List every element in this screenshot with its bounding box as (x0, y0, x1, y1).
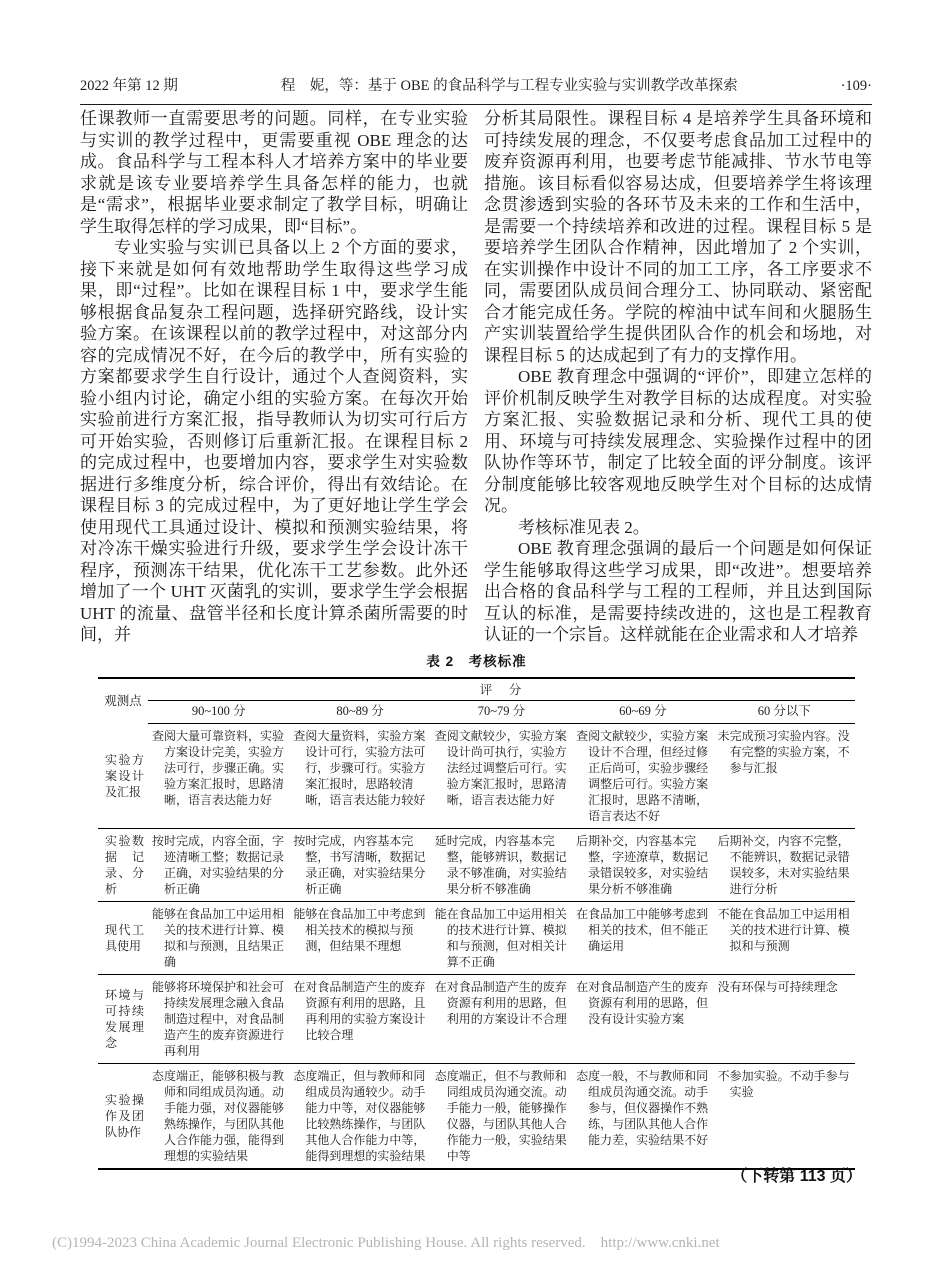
right-column (484, 108, 872, 650)
paragraph: 任课教师一直需要思考的问题。同样，在专业实验与实训的教学过程中，更需要重视 OBE 理念的达成。食品科学与工程本科人才培养方案中的毕业要求就是该专业要培养学生具备怎样的能力，也就是“需求”，根据毕业要求制定了教学目标，明确让学生取得怎样的学习成果，即“目标”。 (80, 109, 468, 236)
assessment-table-block (98, 650, 855, 1170)
table-header-row (98, 678, 855, 701)
table-cell: 态度端正，但不与教师和同组成员沟通交流。动手能力一般，能够操作仪器，与团队其他人合作能力一般，实验结果中等 (431, 1064, 572, 1170)
table-cell: 在食品加工中能够考虑到相关的技术，但不能正确运用 (572, 902, 713, 975)
issue-label: 2022 年第 12 期 (80, 78, 178, 94)
table-cell: 能够在食品加工中运用相关的技术进行计算、模拟和与预测，且结果正确 (148, 902, 289, 975)
paragraph: 分析其局限性。课程目标 4 是培养学生具备环境和可持续发展的理念，不仅要考虑食品加工过程中的废弃资源再利用，也要考虑节能减排、节水节电等措施。该目标看似容易达成，但要培养学生将该理念贯渗透到实验的各环节及未来的工作和生活中，是需要一个持续培养和改进的过程。课程目标 5 是要培养学生团队合作精神，因此增加了 2 个实训，在实训操作中设计不同的加工工序，各工序要求不同，需要团队成员间合理分工、协同联动、紧密配合才能完成任务。学院的榨油中试车间和火腿肠生产实训装置给学生提供团队合作的机会和场地，对课程目标 5 的达成起到了有力的支撑作用。 (484, 109, 872, 365)
row-label: 实验数据记录、分析 (98, 829, 148, 902)
table-cell: 按时完成，内容全面，字迹清晰工整；数据记录正确，对实验结果的分析正确 (148, 829, 289, 902)
paragraph: 专业实验与实训已具备以上 2 个方面的要求，接下来就是如何有效地帮助学生取得这些学习成果，即“过程”。比如在课程目标 1 中，要求学生能够根据食品复杂工程问题，选择研究路线，设计实验方案。在该课程以前的教学过程中，对这部分内容的完成情况不好，在今后的教学中，所有实验的方案都要求学生自行设计，通过个人查阅资料，实验小组内讨论，确定小组的实验方案。在每次开始实验前进行方案汇报，指导教师认为切实可行后方可开始实验，否则修订后重新汇报。在课程目标 2 的完成过程中，也要增加内容，要求学生对实验数据进行多维度分析，综合评价，得出有效结论。在课程目标 3 的完成过程中，为了更好地让学生学会使用现代工具通过设计、模拟和预测实验结果，将对冷冻干燥实验进行升级，要求学生学会设计冻干程序，预测冻干结果，优化冻干工艺参数。此外还增加了一个 UHT 灭菌乳的实训，要求学生学会根据 UHT 的流量、盘管半径和长度计算杀菌所需要的时间，并 (80, 238, 468, 644)
score-group-header: 评 分 (148, 678, 855, 701)
table-cell: 不能在食品加工中运用相关的技术进行计算、模拟和与预测 (714, 902, 855, 975)
table-cell: 查阅大量资料，实验方案设计可行，实验方法可行，步骤可行。实验方案汇报时，思路较清晰，语言表达能力较好 (289, 724, 430, 829)
score-band-header: 70~79 分 (431, 701, 572, 724)
table-cell: 能够将环境保护和社会可持续发展理念融入食品制造过程中，对食品制造产生的废弃资源进行再利用 (148, 975, 289, 1064)
table-cell: 能在食品加工中运用相关的技术进行计算、模拟和与预测，但对相关计算不正确 (431, 902, 572, 975)
table-subheader-row (98, 701, 855, 724)
table-cell: 后期补交，内容基本完整，字迹潦草，数据记录错误较多，对实验结果分析不够准确 (572, 829, 713, 902)
score-band-header: 60 分以下 (714, 701, 855, 724)
left-column (80, 108, 468, 650)
table-title: 表 2 考核标准 (426, 654, 527, 669)
table-cell: 态度端正，能够积极与教师和同组成员沟通。动手能力强，对仪器能够熟练操作，与团队其他人合作能力强，能得到理想的实验结果 (148, 1064, 289, 1170)
table-row (98, 724, 855, 829)
copyright-footer: (C)1994-2023 China Academic Journal Electronic Publishing House. All rights reserved. http://www.cnki.net (52, 1235, 720, 1251)
table-cell: 按时完成，内容基本完整，书写清晰，数据记录正确，对实验结果分析正确 (289, 829, 430, 902)
table-cell: 查阅文献较少，实验方案设计尚可执行，实验方法经过调整后可行。实验方案汇报时，思路清晰，语言表达能力好 (431, 724, 572, 829)
table-row (98, 1064, 855, 1170)
table-cell: 态度一般，不与教师和同组成员沟通交流。动手参与，但仪器操作不熟练，与团队其他人合作能力差，实验结果不好 (572, 1064, 713, 1170)
row-label: 实验方案设计及汇报 (98, 724, 148, 829)
assessment-table (98, 677, 855, 1170)
page-number: ·109· (840, 78, 872, 94)
table-cell: 查阅大量可靠资料，实验方案设计完美，实验方法可行，步骤正确。实验方案汇报时，思路清晰，语言表达能力好 (148, 724, 289, 829)
running-head (80, 74, 872, 105)
paragraph: OBE 教育理念强调的最后一个问题是如何保证学生能够取得这些学习成果，即“改进”。想要培养出合格的食品科学与工程的工程师，并且达到国际互认的标准，是需要持续改进的，这也是工程教育认证的一个宗旨。这样就能在企业需求和人才培养 (484, 539, 872, 644)
observation-point-header: 观测点 (104, 694, 142, 709)
table-cell: 在对食品制造产生的废弃资源有利用的思路，但没有设计实验方案 (572, 975, 713, 1064)
body-columns (80, 108, 872, 650)
table-cell: 没有环保与可持续理念 (714, 975, 855, 1064)
table-cell: 不参加实验。不动手参与实验 (714, 1064, 855, 1170)
row-label: 现代工具使用 (98, 902, 148, 975)
table-row (98, 902, 855, 975)
article-running-title: 程 妮，等：基于 OBE 的食品科学与工程专业实验与实训教学改革探索 (280, 78, 738, 94)
score-band-header: 90~100 分 (148, 701, 289, 724)
continuation-note: （下转第 113 页） (731, 1168, 862, 1185)
table-cell: 在对食品制造产生的废弃资源有利用的思路，且再利用的实验方案设计比较合理 (289, 975, 430, 1064)
table-cell: 能够在食品加工中考虑到相关技术的模拟与预测，但结果不理想 (289, 902, 430, 975)
paragraph: OBE 教育理念中强调的“评价”，即建立怎样的评价机制反映学生对教学目标的达成程度。对实验方案汇报、实验数据记录和分析、现代工具的使用、环境与可持续发展理念、实验操作过程中的团队协作等环节，制定了比较全面的评分制度。该评分制度能够比较客观地反映学生对个目标的达成情况。 (484, 367, 872, 515)
table-cell: 查阅文献较少，实验方案设计不合理，但经过修正后尚可，实验步骤经调整后可行。实验方案汇报时，思路不清晰，语言表达不好 (572, 724, 713, 829)
table-row (98, 829, 855, 902)
table-cell: 后期补交，内容不完整，不能辨识，数据记录错误较多，未对实验结果进行分析 (714, 829, 855, 902)
score-band-header: 60~69 分 (572, 701, 713, 724)
table-cell: 在对食品制造产生的废弃资源有利用的思路，但利用的方案设计不合理 (431, 975, 572, 1064)
score-band-header: 80~89 分 (289, 701, 430, 724)
table-cell: 态度端正，但与教师和同组成员沟通较少。动手能力中等，对仪器能够比较熟练操作，与团队其他人合作能力中等，能得到理想的实验结果 (289, 1064, 430, 1170)
paragraph: 考核标准见表 2。 (518, 517, 650, 537)
table-cell: 延时完成，内容基本完整，能够辨识，数据记录不够准确，对实验结果分析不够准确 (431, 829, 572, 902)
table-row (98, 975, 855, 1064)
row-label: 环境与可持续发展理念 (98, 975, 148, 1064)
row-label: 实验操作及团队协作 (98, 1064, 148, 1170)
table-cell: 未完成预习实验内容。没有完整的实验方案，不参与汇报 (714, 724, 855, 829)
